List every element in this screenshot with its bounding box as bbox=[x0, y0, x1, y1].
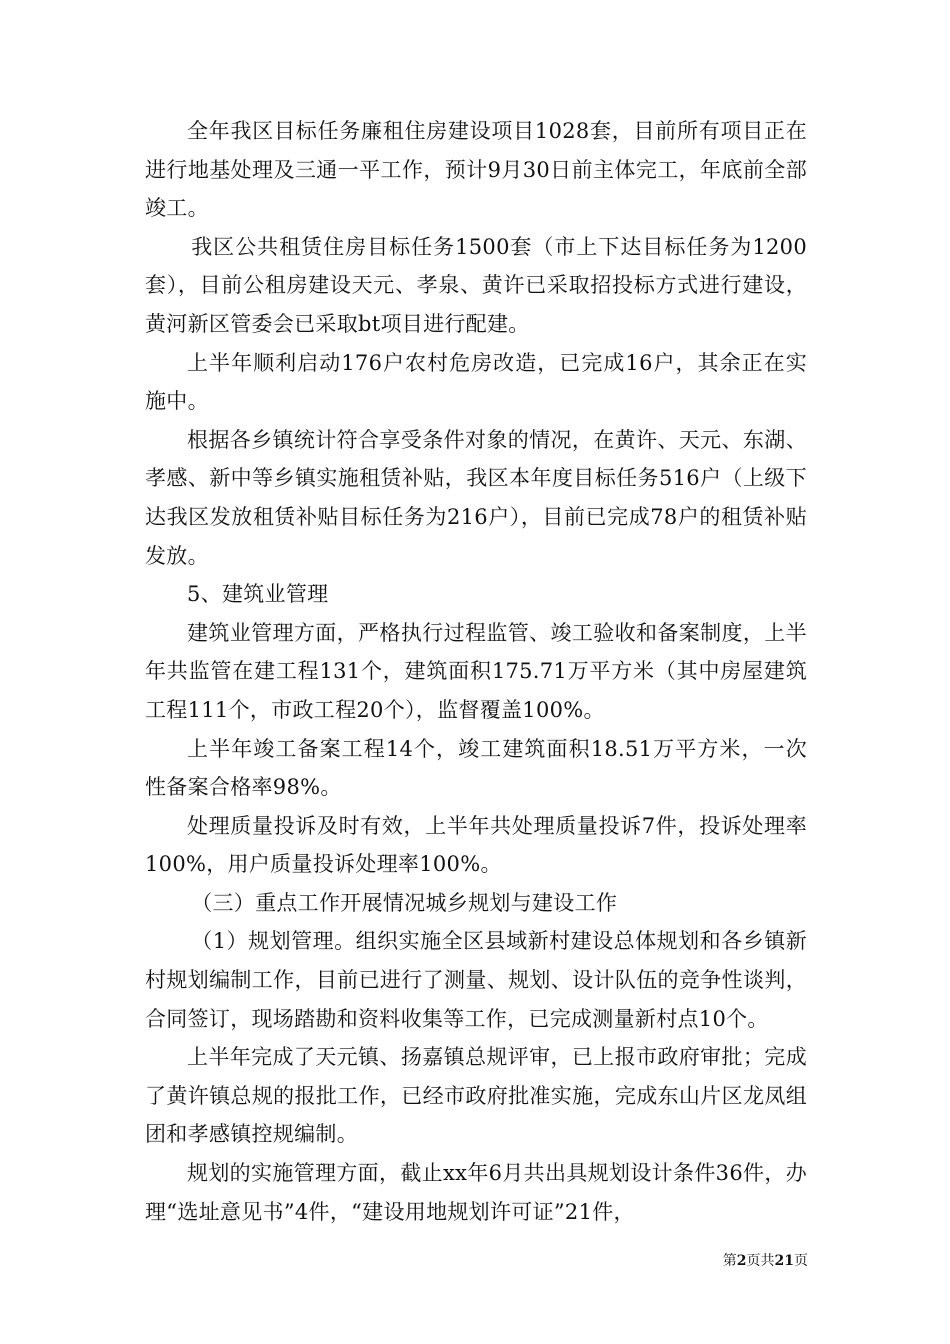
paragraph-town-planning: 上半年完成了天元镇、扬嘉镇总规评审，已上报市政府审批；完成了黄许镇总规的报批工作，已经市政府批准实施，完成东山片区龙凤组团和孝感镇控规编制。 bbox=[145, 1045, 807, 1147]
paragraph-completion-filing: 上半年竣工备案工程14个，竣工建筑面积18.51万平方米，一次性备案合格率98%。 bbox=[145, 736, 807, 800]
page-number-footer bbox=[0, 1250, 808, 1270]
paragraph-lowrent-housing: 全年我区目标任务廉租住房建设项目1028套，目前所有项目正在进行地基处理及三通一平工作，预计9月30日前主体完工，年底前全部竣工。 bbox=[145, 119, 807, 221]
paragraph-rent-subsidy: 根据各乡镇统计符合享受条件对象的情况，在黄许、天元、东湖、孝感、新中等乡镇实施租赁补贴，我区本年度目标任务516户（上级下达我区发放租赁补贴目标任务为216户），目前已完成78户的租赁补贴发放。 bbox=[145, 427, 807, 568]
paragraph-rural-renovation: 上半年顺利启动176户农村危房改造，已完成16户，其余正在实施中。 bbox=[145, 350, 807, 414]
footer-prefix: 第 bbox=[722, 1253, 737, 1269]
total-page-count: 21 bbox=[774, 1253, 794, 1269]
section-heading-construction: 5、建筑业管理 bbox=[187, 582, 329, 607]
footer-middle: 页共 bbox=[746, 1253, 775, 1269]
footer-suffix: 页 bbox=[794, 1253, 808, 1269]
paragraph-public-rental: 我区公共租赁住房目标任务1500套（市上下达目标任务为1200套），目前公租房建设天元、孝泉、黄许已采取招投标方式进行建设，黄河新区管委会已采取bt项目进行配建。 bbox=[145, 234, 807, 336]
paragraph-planning-management: （1）规划管理。组织实施全区县域新村建设总体规划和各乡镇新村规划编制工作，目前已进行了测量、规划、设计队伍的竞争性谈判，合同签订，现场踏勘和资料收集等工作，已完成测量新村点10个。 bbox=[145, 929, 807, 1031]
paragraph-construction-supervision: 建筑业管理方面，严格执行过程监管、竣工验收和备案制度，上半年共监管在建工程131个，建筑面积175.71万平方米（其中房屋建筑工程111个，市政工程20个），监督覆盖100%。 bbox=[145, 620, 807, 722]
section-heading-key-work: （三）重点工作开展情况城乡规划与建设工作 bbox=[191, 890, 618, 915]
paragraph-planning-implementation: 规划的实施管理方面，截止xx年6月共出具规划设计条件36件，办理“选址意见书”4件，“建设用地规划许可证”21件， bbox=[145, 1161, 807, 1224]
paragraph-quality-complaints: 处理质量投诉及时有效，上半年共处理质量投诉7件，投诉处理率100%，用户质量投诉处理率100%。 bbox=[145, 813, 807, 877]
document-body bbox=[145, 112, 807, 1231]
current-page-number: 2 bbox=[736, 1253, 747, 1269]
